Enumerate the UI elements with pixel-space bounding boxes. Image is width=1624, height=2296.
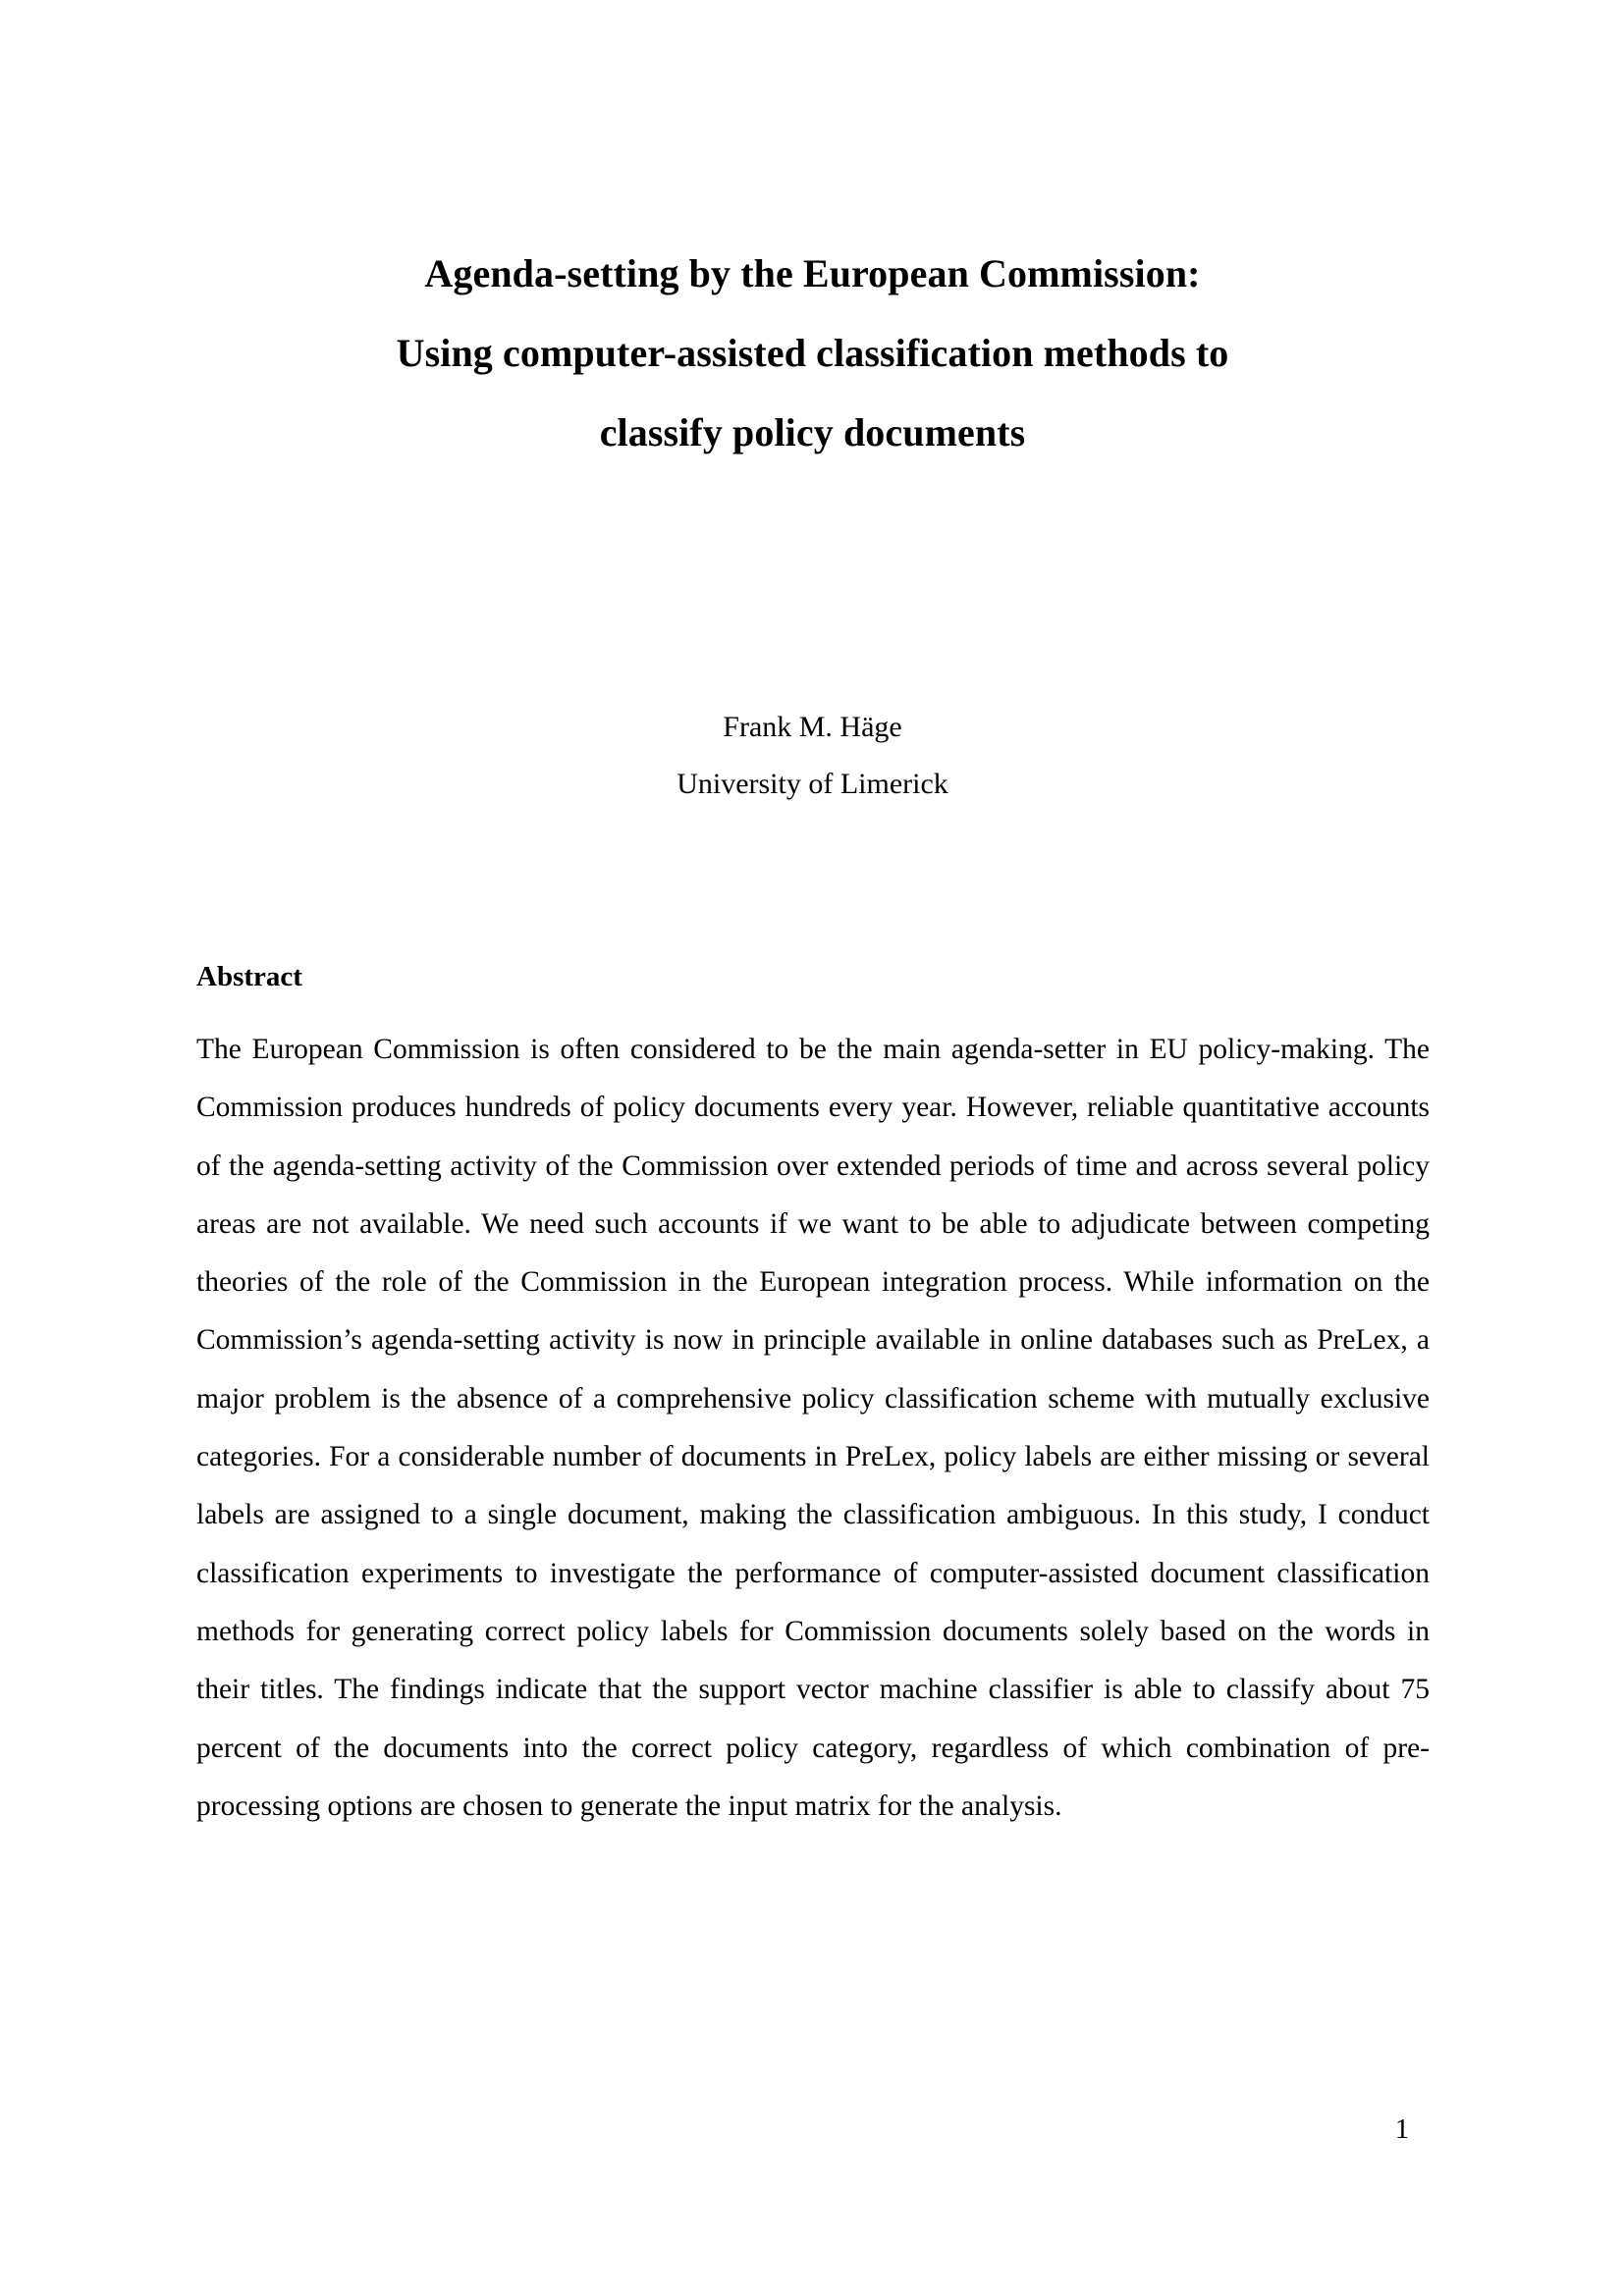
page-number: 1 xyxy=(1394,2113,1410,2145)
abstract-heading: Abstract xyxy=(196,961,302,992)
title-line-1: Agenda-setting by the European Commission: xyxy=(424,251,1201,295)
author-name: Frank M. Häge xyxy=(723,711,902,743)
author-affiliation: University of Limerick xyxy=(677,768,948,800)
abstract-body xyxy=(196,1021,1430,1836)
abstract-paragraph: The European Commission is often considered to be the main agenda-setter in EU policy-making. The Commission produces hundreds of policy documents every year. However, reliable quantitative accounts of the agenda-setting activity of the Commission over extended periods of time and across several policy areas are not available. We need such accounts if we want to be able to adjudicate between competing theories of the role of the Commission in the European integration process. While information on the Commission’s agenda-setting activity is now in principle available in online databases such as PreLex, a major problem is the absence of a comprehensive policy classification scheme with mutually exclusive categories. For a considerable number of documents in PreLex, policy labels are either missing or several labels are assigned to a single document, making the classification ambiguous. In this study, I conduct classification experiments to investigate the performance of computer-assisted document classification methods for generating correct policy labels for Commission documents solely based on the words in their titles. The findings indicate that the support vector machine classifier is able to classify about 75 percent of the documents into the correct policy category, regardless of which combination of pre-processing options are chosen to generate the input matrix for the analysis. xyxy=(196,1034,1430,1822)
paper-title xyxy=(196,234,1429,472)
title-line-2: Using computer-assisted classification methods to xyxy=(396,331,1229,375)
title-line-3: classify policy documents xyxy=(599,410,1026,454)
author-block xyxy=(196,699,1429,813)
